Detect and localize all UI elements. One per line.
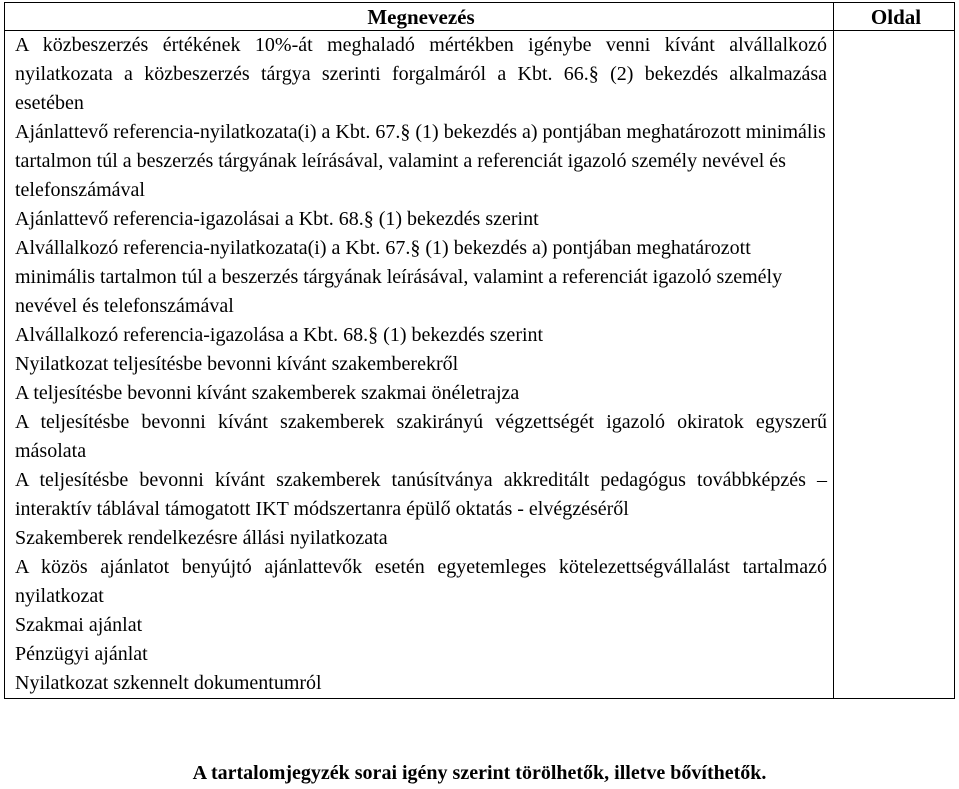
list-item: Szakmai ajánlat	[15, 614, 143, 636]
list-item: Ajánlattevő referencia-nyilatkozata(i) a Kbt. 67.§ (1) bekezdés a) pontjában meghatározott minimális tartalmon túl a beszerzés tárgyának leírásával, valamint a referenciát igazoló személy nevével és telefonszámával	[15, 121, 826, 201]
table-of-contents	[4, 2, 955, 699]
list-item: A teljesítésbe bevonni kívánt szakemberek tanúsítványa akkreditált pedagógus továbbképzés – interaktív táblával támogatott IKT módszertanra épülő oktatás - elvégzéséről	[15, 469, 827, 520]
list-item: Szakemberek rendelkezésre állási nyilatkozata	[15, 527, 388, 549]
list-item: Nyilatkozat teljesítésbe bevonni kívánt szakemberekről	[15, 353, 459, 375]
list-item: Alvállalkozó referencia-nyilatkozata(i) a Kbt. 67.§ (1) bekezdés a) pontjában meghatározott minimális tartalmon túl a beszerzés tárgyának leírásával, valamint a referenciát igazoló személy nevével és telefonszámával	[15, 237, 783, 317]
list-item: A teljesítésbe bevonni kívánt szakemberek szakmai önéletrajza	[15, 382, 520, 404]
header-row	[5, 3, 955, 31]
table-row	[5, 31, 955, 699]
item-names-cell	[5, 31, 834, 699]
list-item: A közbeszerzés értékének 10%-át meghaladó mértékben igénybe venni kívánt alvállalkozó nyilatkozata a közbeszerzés tárgya szerinti forgalmáról a Kbt. 66.§ (2) bekezdés alkalmazása esetében	[15, 34, 827, 114]
list-item: Pénzügyi ajánlat	[15, 643, 148, 665]
list-item: Nyilatkozat szkennelt dokumentumról	[15, 672, 322, 694]
column-header-name: Megnevezés	[5, 3, 834, 31]
column-header-page: Oldal	[834, 3, 955, 31]
list-item: A teljesítésbe bevonni kívánt szakemberek szakirányú végzettségét igazoló okiratok egyszerű másolata	[15, 411, 827, 462]
list-item: Alvállalkozó referencia-igazolása a Kbt. 68.§ (1) bekezdés szerint	[15, 324, 544, 346]
footer-note: A tartalomjegyzék sorai igény szerint törölhetők, illetve bővíthetők.	[192, 762, 767, 784]
list-item: Ajánlattevő referencia-igazolásai a Kbt. 68.§ (1) bekezdés szerint	[15, 208, 539, 230]
page-number-cell	[834, 31, 955, 699]
list-item: A közös ajánlatot benyújtó ajánlattevők esetén egyetemleges kötelezettségvállalást tartalmazó nyilatkozat	[15, 556, 827, 607]
